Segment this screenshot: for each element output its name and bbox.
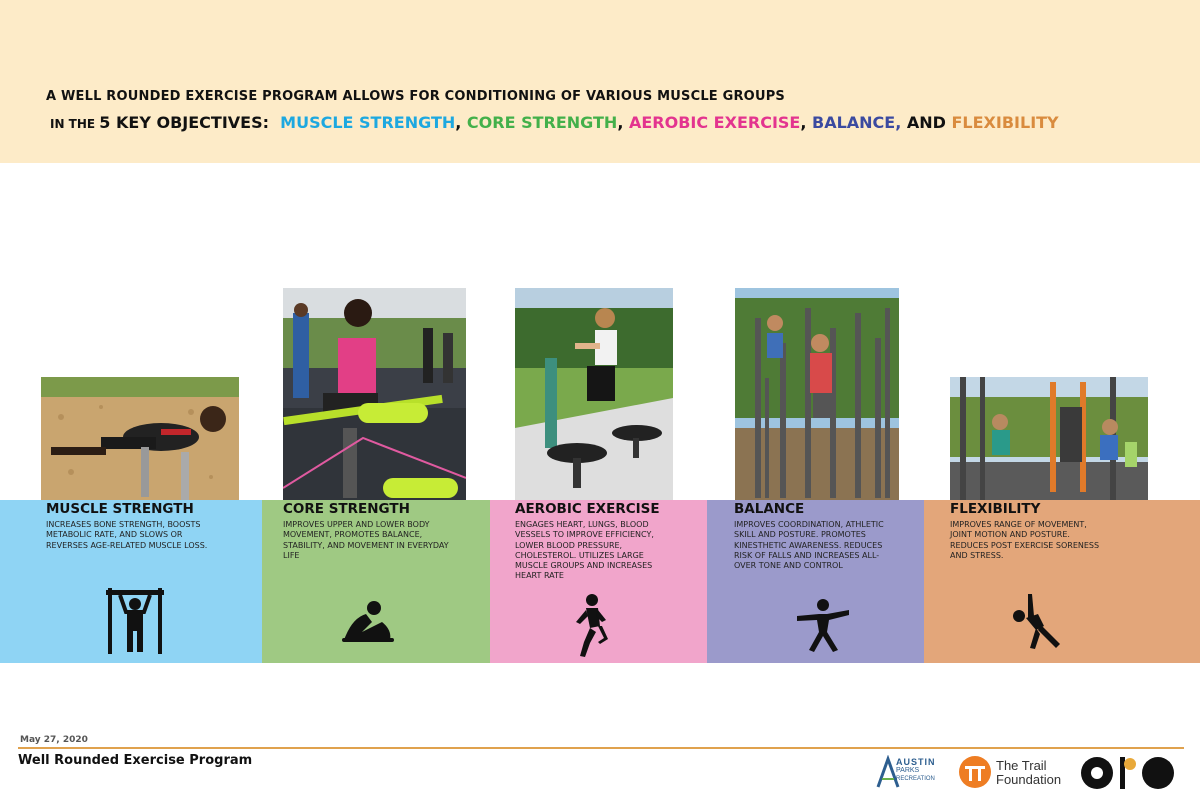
keyword-core-strength: CORE STRENGTH — [466, 113, 618, 132]
keyword-flexibility: FLEXIBILITY — [951, 113, 1059, 132]
desc-line: OVER TONE AND CONTROL — [734, 561, 843, 571]
sit-up-icon — [342, 600, 394, 644]
headline-line-2 — [50, 113, 1059, 132]
panel-description — [734, 520, 919, 571]
panel-aerobic-exercise — [490, 500, 707, 663]
austin-parks-logo — [876, 755, 938, 789]
parks-logo-text: PARKS — [896, 767, 920, 774]
panel-description — [283, 520, 483, 561]
keyword-aerobic-exercise: AEROBIC EXERCISE — [628, 113, 801, 132]
footer-date: May 27, 2020 — [20, 735, 88, 745]
desc-line: STABILITY, AND MOVEMENT IN EVERYDAY — [283, 540, 449, 550]
desc-line: ENGAGES HEART, LUNGS, BLOOD — [515, 520, 649, 529]
balance-pose-icon — [795, 598, 851, 654]
trail-foundation-mark — [958, 755, 992, 789]
desc-line: IMPROVES RANGE OF MOVEMENT, — [950, 520, 1087, 529]
panel-description — [46, 520, 256, 551]
footer-title: Well Rounded Exercise Program — [18, 753, 253, 768]
desc-line: REVERSES AGE-RELATED MUSCLE LOSS. — [46, 540, 208, 550]
footer-divider — [18, 747, 1184, 749]
photo-balance — [735, 288, 899, 500]
trail-logo-line-2: Foundation — [996, 772, 1062, 787]
desc-line: CHOLESTEROL. UTILIZES LARGE — [515, 550, 644, 560]
desc-line: LOWER BLOOD PRESSURE, — [515, 540, 623, 550]
panel-title: FLEXIBILITY — [950, 501, 1041, 517]
stretch-pose-icon — [1010, 592, 1064, 650]
oro-logo — [1080, 756, 1176, 790]
comma: , — [800, 113, 807, 132]
photo-core-strength — [283, 288, 466, 500]
headline-in-the: IN THE — [50, 117, 100, 131]
recreation-logo-text: RECREATION — [896, 776, 935, 782]
photo-aerobic-exercise — [515, 288, 673, 500]
pull-up-icon — [106, 588, 164, 654]
desc-line: REDUCES POST EXERCISE SORENESS — [950, 540, 1100, 550]
panel-balance — [707, 500, 924, 663]
desc-line: IMPROVES COORDINATION, ATHLETIC — [734, 520, 884, 529]
desc-line: KINESTHETIC AWARENESS. REDUCES — [734, 540, 883, 550]
step-up-icon — [570, 594, 610, 658]
desc-line: INCREASES BONE STRENGTH, BOOSTS — [46, 520, 201, 529]
panel-description — [950, 520, 1150, 561]
keyword-muscle-strength: MUSCLE STRENGTH — [280, 113, 456, 132]
desc-line: VESSELS TO IMPROVE EFFICIENCY, — [515, 530, 654, 540]
headline-key-objectives: 5 KEY OBJECTIVES: — [99, 113, 270, 132]
panel-title: CORE STRENGTH — [283, 501, 410, 517]
desc-line: RISK OF FALLS AND INCREASES ALL- — [734, 550, 880, 560]
panel-description — [515, 520, 705, 582]
desc-line: IMPROVES UPPER AND LOWER BODY — [283, 520, 430, 529]
austin-logo-text: AUSTIN — [896, 757, 936, 767]
desc-line: METABOLIC RATE, AND SLOWS OR — [46, 530, 183, 540]
photo-muscle-strength — [41, 377, 239, 500]
desc-line: MOVEMENT, PROMOTES BALANCE, — [283, 530, 423, 540]
keyword-and: AND — [901, 113, 952, 132]
desc-line: JOINT MOTION AND POSTURE. — [950, 530, 1070, 540]
comma: , — [617, 113, 624, 132]
desc-line: AND STRESS. — [950, 550, 1004, 560]
panel-title: MUSCLE STRENGTH — [46, 501, 194, 517]
panel-flexibility — [924, 500, 1200, 663]
desc-line: HEART RATE — [515, 571, 564, 581]
photo-flexibility — [950, 377, 1148, 500]
panel-muscle-strength — [0, 500, 262, 663]
trail-logo-line-1: The Trail — [996, 758, 1047, 773]
desc-line: LIFE — [283, 550, 300, 560]
headline-line-1: A WELL ROUNDED EXERCISE PROGRAM ALLOWS FOR CONDITIONING OF VARIOUS MUSCLE GROUPS — [46, 89, 785, 104]
keyword-balance: BALANCE, — [812, 113, 902, 132]
desc-line: SKILL AND POSTURE. PROMOTES — [734, 530, 866, 540]
panel-title: BALANCE — [734, 501, 805, 517]
comma: , — [455, 113, 462, 132]
panel-core-strength — [262, 500, 490, 663]
panel-title: AEROBIC EXERCISE — [515, 501, 660, 517]
trail-foundation-logo — [958, 755, 1073, 789]
desc-line: MUSCLE GROUPS AND INCREASES — [515, 561, 653, 571]
header-band — [0, 0, 1200, 163]
